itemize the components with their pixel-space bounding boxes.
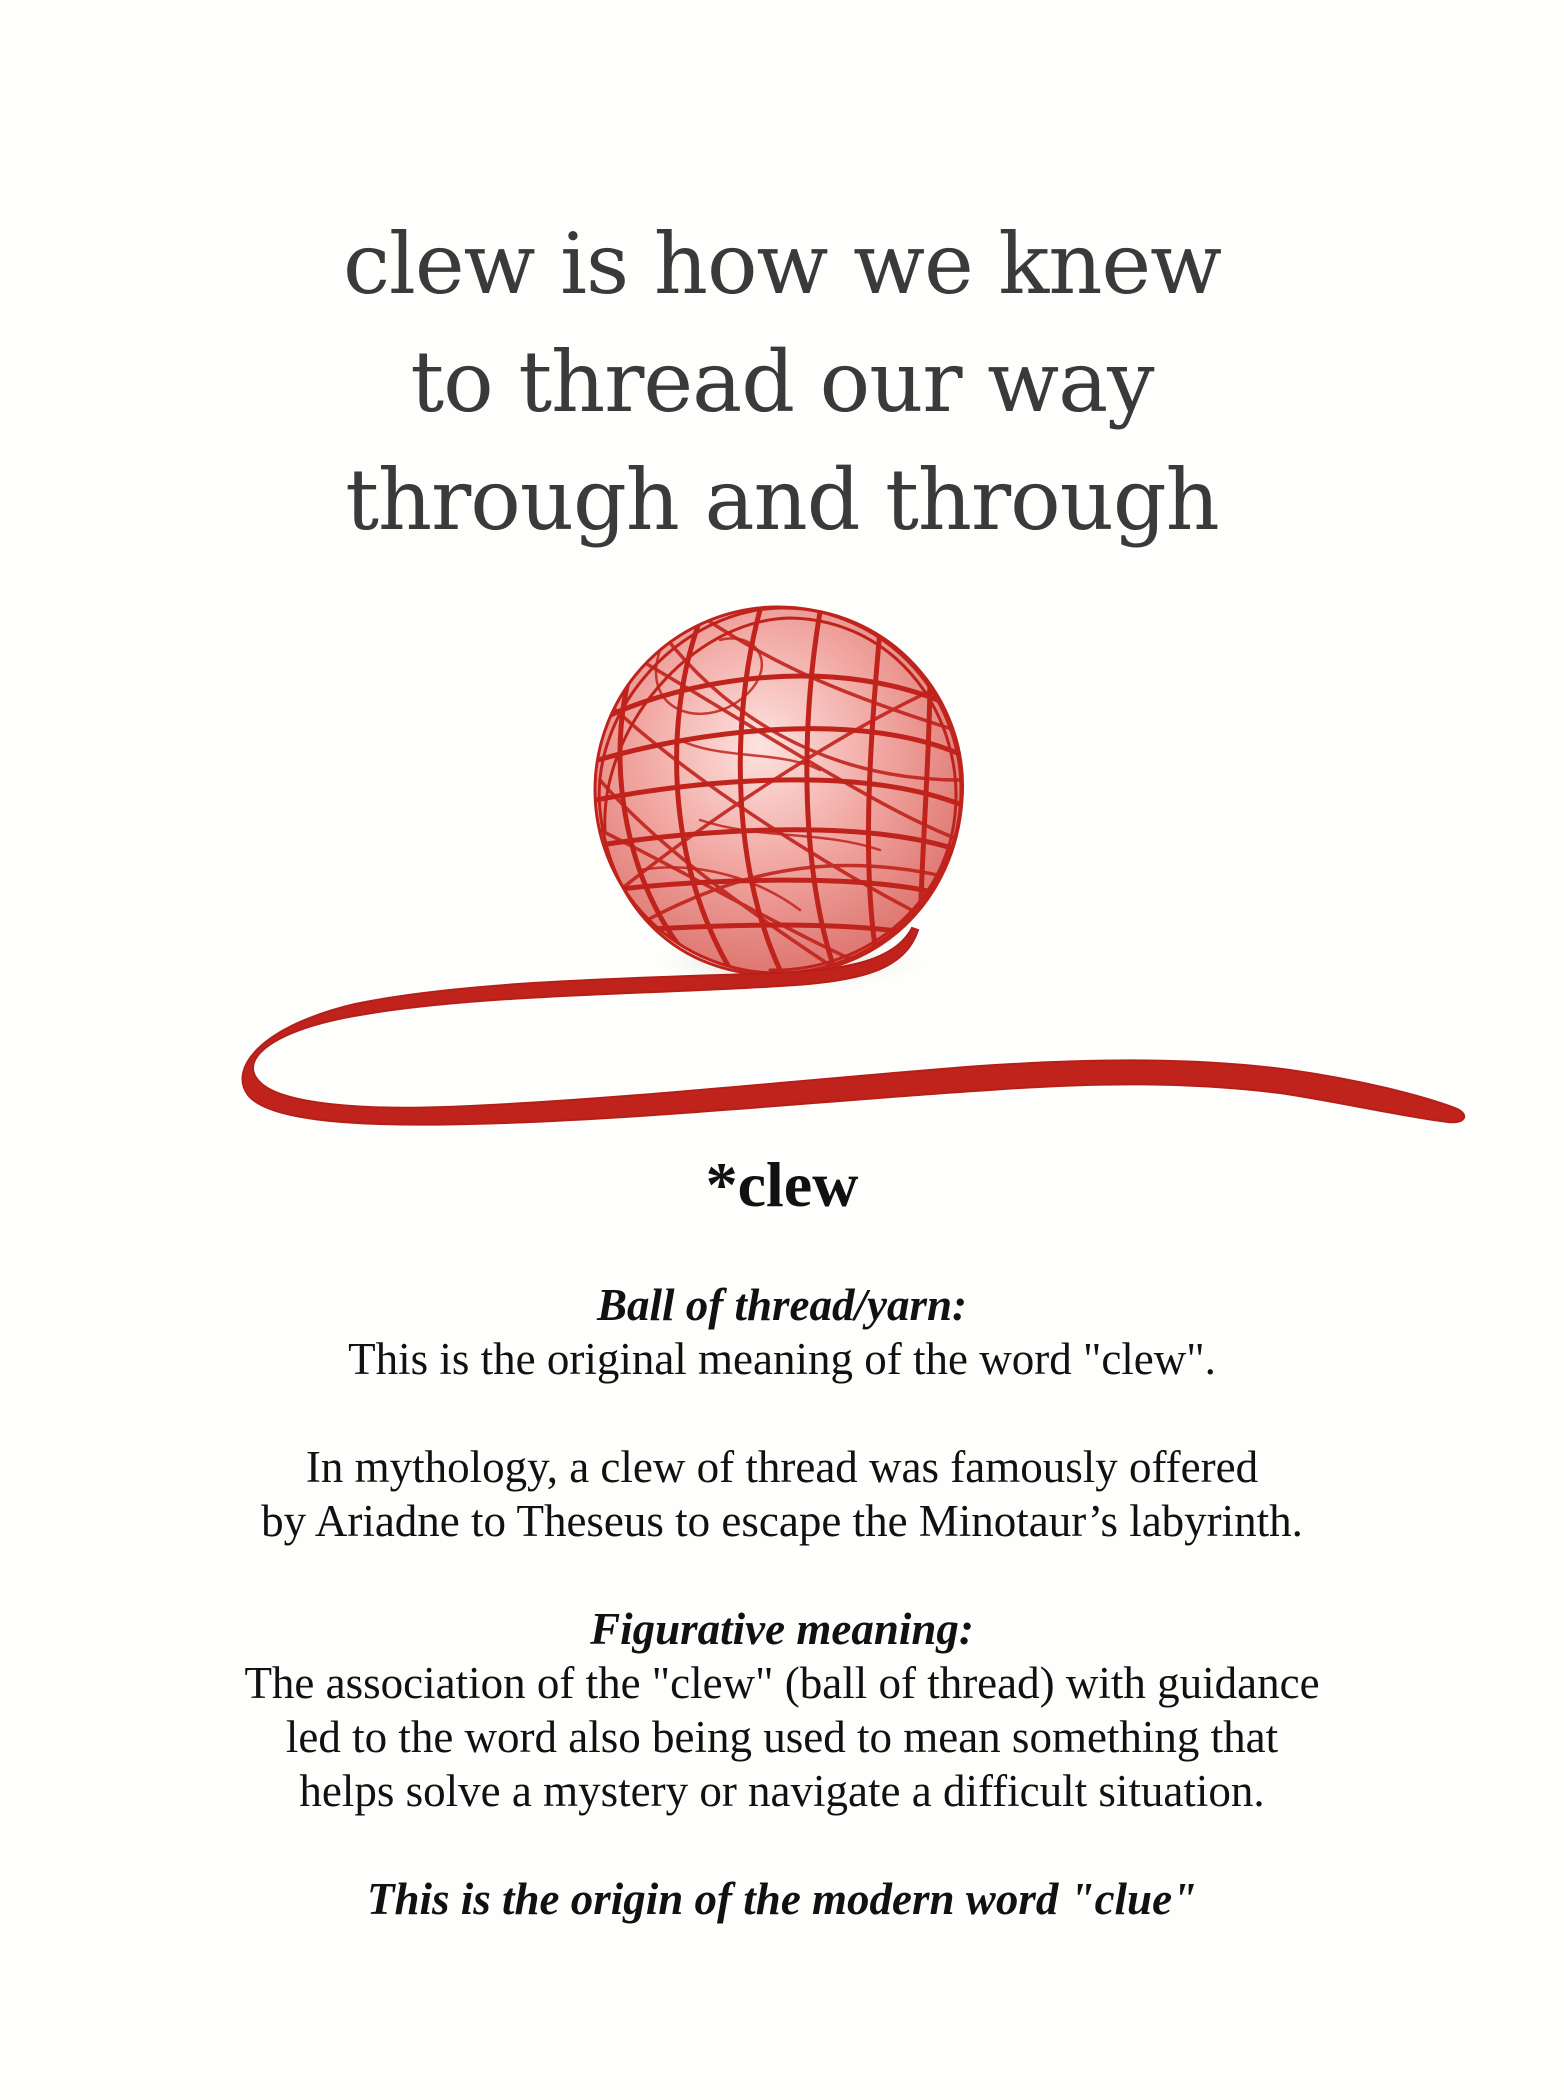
sense1-text: This is the original meaning of the word "clew". bbox=[348, 1334, 1216, 1384]
closing-statement: This is the origin of the modern word "clue" bbox=[366, 1874, 1198, 1924]
poem-line-3: through and through bbox=[345, 451, 1219, 549]
poem-line-1: clew is how we knew bbox=[342, 215, 1222, 313]
sense2-text-3: helps solve a mystery or navigate a difficult situation. bbox=[299, 1766, 1265, 1816]
sense1-title: Ball of thread/yarn: bbox=[596, 1280, 968, 1330]
spacer bbox=[0, 1386, 1564, 1440]
sense2-text-1: The association of the "clew" (ball of thread) with guidance bbox=[244, 1658, 1320, 1708]
myth-text-2: by Ariadne to Theseus to escape the Minotaur’s labyrinth. bbox=[261, 1496, 1303, 1546]
myth-text-1: In mythology, a clew of thread was famously offered bbox=[305, 1442, 1259, 1492]
sense2-text-2: led to the word also being used to mean something that bbox=[285, 1712, 1279, 1762]
definition-body bbox=[0, 1278, 1564, 1926]
ball-of-thread-illustration bbox=[0, 590, 1564, 1150]
spacer bbox=[0, 1548, 1564, 1602]
spacer bbox=[0, 1818, 1564, 1872]
poem bbox=[0, 205, 1564, 559]
sense2-title: Figurative meaning: bbox=[590, 1604, 974, 1654]
headword: *clew bbox=[705, 1149, 859, 1220]
poem-line-2: to thread our way bbox=[410, 333, 1154, 431]
